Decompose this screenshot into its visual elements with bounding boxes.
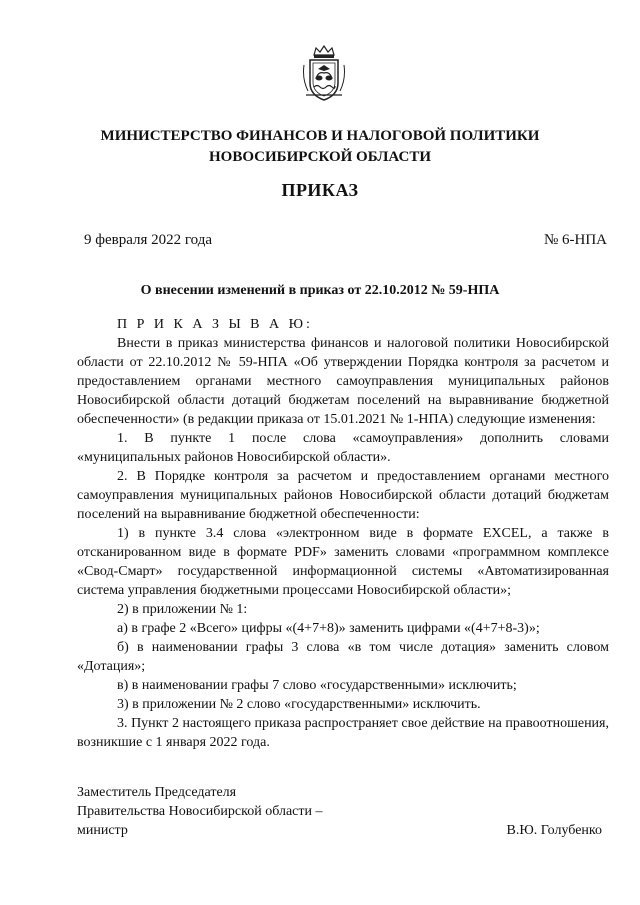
ministry-name-line1: МИНИСТЕРСТВО ФИНАНСОВ И НАЛОГОВОЙ ПОЛИТИКИ [100, 128, 540, 144]
order-word: П Р И К А З Ы В А Ю: [117, 317, 313, 332]
ministry-name-line2: НОВОСИБИРСКОЙ ОБЛАСТИ [208, 149, 432, 165]
paragraph-item-2-2-a: а) в графе 2 «Всего» цифры «(4+7+8)» заменить цифрами «(4+7+8-3)»; [117, 621, 540, 636]
paragraph-item-2: 2. В Порядке контроля за расчетом и предоставлением органами местного самоуправления муниципальных районов Новосибирской области дотаций бюджетам поселений на выравнивание бюджетной обеспеченности: [77, 469, 609, 522]
paragraph-item-1: 1. В пункте 1 после слова «самоуправления» дополнить словами «муниципальных районов Новосибирской области». [77, 431, 609, 465]
signatory-title [77, 783, 323, 840]
coat-of-arms-icon [302, 45, 346, 103]
signatory-line1: Заместитель Председателя [77, 785, 237, 800]
paragraph-intro: Внести в приказ министерства финансов и налоговой политики Новосибирской области от 22.10.2012 № 59-НПА «Об утверждении Порядка контроля за расчетом и предоставлением органами местного самоуправления муниципальных районов Новосибирской области дотаций бюджетам поселений на выравнивание бюджетной обеспеченности» (в редакции приказа от 15.01.2021 № 1-НПА) следующие изменения: [77, 336, 609, 427]
document-subject: О внесении изменений в приказ от 22.10.2012 № 59-НПА [140, 283, 500, 298]
paragraph-item-3: 3. Пункт 2 настоящего приказа распространяет свое действие на правоотношения, возникшие с 1 января 2022 года. [77, 716, 609, 750]
signatory-name: В.Ю. Голубенко [506, 823, 602, 838]
document-body [77, 315, 609, 752]
document-type-heading: ПРИКАЗ [281, 180, 359, 200]
paragraph-item-2-1: 1) в пункте 3.4 слова «электронном виде в формате EXCEL, а также в отсканированном виде в формате PDF» заменить словами «программном комплексе «Свод-Смарт» государственной информационной системы «Автоматизированная система управления бюджетными процессами Новосибирской области»; [77, 526, 609, 598]
signatory-line3: министр [77, 823, 128, 838]
paragraph-item-2-3: 3) в приложении № 2 слово «государственными» исключить. [117, 697, 481, 712]
signatory-line2: Правительства Новосибирской области – [77, 804, 323, 819]
paragraph-item-2-2-v: в) в наименовании графы 7 слово «государственными» исключить; [117, 678, 517, 693]
document-number: № 6-НПА [543, 232, 607, 248]
document-date: 9 февраля 2022 года [84, 232, 213, 248]
paragraph-item-2-2-b: б) в наименовании графы 3 слова «в том числе дотация» заменить словом «Дотация»; [77, 640, 609, 674]
paragraph-item-2-2: 2) в приложении № 1: [117, 602, 248, 617]
